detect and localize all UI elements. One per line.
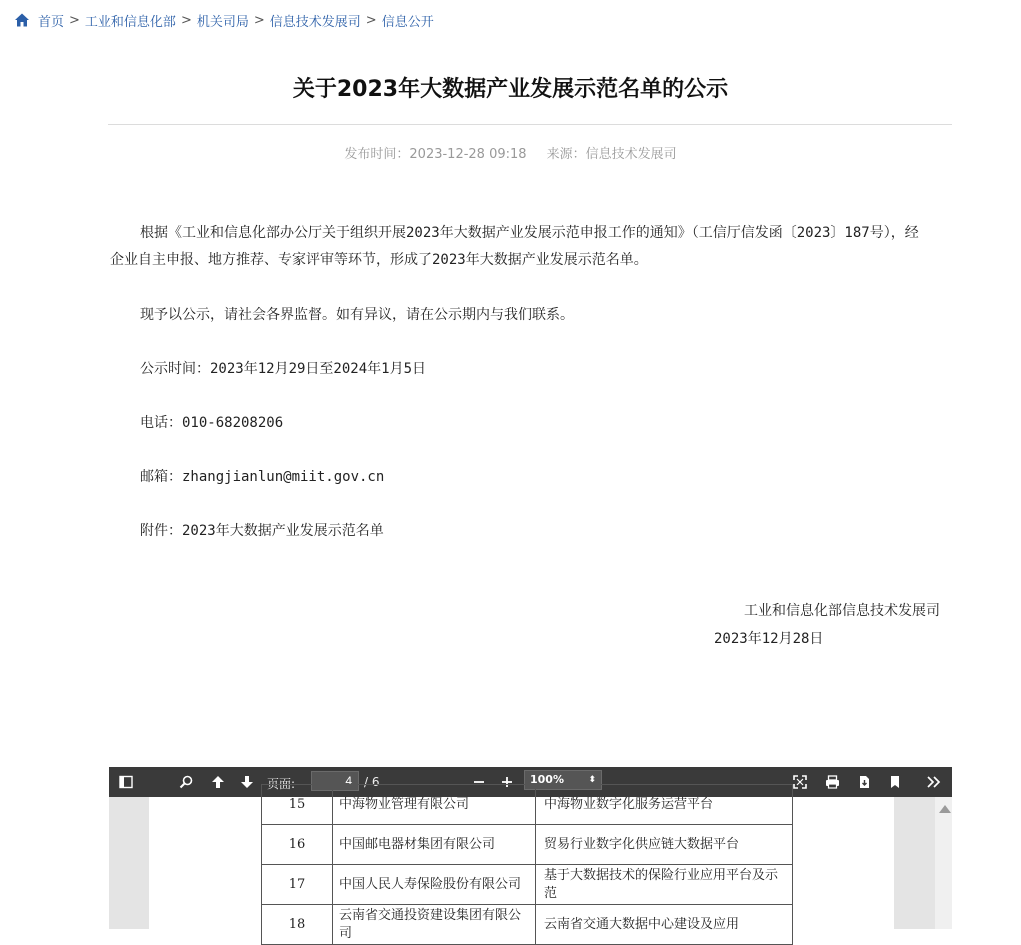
- article-paragraph-supervision: 现予以公示，请社会各界监督。如有异议，请在公示期内与我们联系。: [140, 307, 574, 323]
- row-number: 17: [262, 865, 333, 905]
- scroll-up-icon[interactable]: [939, 805, 951, 813]
- more-tools-icon[interactable]: [924, 772, 944, 792]
- company-name: 中国人民人寿保险股份有限公司: [333, 865, 536, 905]
- project-name: 中海物业数字化服务运营平台: [536, 785, 793, 825]
- contact-email: 邮箱：zhangjianlun@miit.gov.cn: [140, 469, 385, 485]
- breadcrumb-link-departments[interactable]: 机关司局: [196, 14, 249, 30]
- pdf-page: [149, 796, 894, 941]
- row-number: 16: [262, 825, 333, 865]
- article-paragraph-notice: 根据《工业和信息化部办公厅关于组织开展2023年大数据产业发展示范申报工作的通知》（工信厅信发函〔2023〕187号），经企业自主申报、地方推荐、专家评审等环节，形成了2023年大数据产业发展示范名单。: [110, 225, 919, 268]
- signature-date: 2023年12月28日: [714, 631, 824, 647]
- breadcrumb-separator: >: [365, 12, 377, 28]
- publicity-period: 公示时间：2023年12月29日至2024年1月5日: [140, 361, 427, 377]
- table-row: [262, 825, 793, 865]
- zoom-value: 100%: [530, 773, 564, 786]
- signature-org: 工业和信息化部信息技术发展司: [744, 603, 940, 619]
- row-number: 18: [262, 905, 333, 945]
- demo-list-table: [261, 784, 793, 945]
- chevron-updown-icon: ⬍: [588, 775, 596, 785]
- title-divider: [108, 124, 952, 125]
- project-name: 贸易行业数字化供应链大数据平台: [536, 825, 793, 865]
- article-meta: [0, 143, 1021, 162]
- breadcrumb-link-info-disclosure[interactable]: 信息公开: [381, 14, 434, 30]
- table-row: [262, 785, 793, 825]
- print-icon[interactable]: [822, 772, 842, 792]
- table-row: [262, 905, 793, 945]
- article-source: 来源：信息技术发展司: [546, 147, 677, 162]
- fullscreen-icon[interactable]: [790, 772, 810, 792]
- company-name: 云南省交通投资建设集团有限公司: [333, 905, 536, 945]
- breadcrumb-separator: >: [253, 12, 265, 28]
- home-icon[interactable]: [14, 12, 30, 28]
- next-page-icon[interactable]: [237, 772, 257, 792]
- breadcrumb-home-link[interactable]: 首页: [38, 14, 65, 30]
- pdf-viewer: [109, 767, 952, 941]
- sidebar-toggle-icon[interactable]: [116, 772, 136, 792]
- page-total: / 6: [364, 775, 380, 789]
- breadcrumb-separator: >: [69, 12, 80, 28]
- pdf-scrollbar[interactable]: [935, 797, 952, 929]
- company-name: 中海物业管理有限公司: [333, 785, 536, 825]
- company-name: 中国邮电器材集团有限公司: [333, 825, 536, 865]
- download-icon[interactable]: [854, 772, 874, 792]
- publish-time: 发布时间：2023-12-28 09:18: [344, 147, 527, 162]
- page-label: 页面:: [267, 777, 296, 791]
- search-icon[interactable]: [176, 772, 196, 792]
- row-number: 15: [262, 785, 333, 825]
- contact-phone: 电话：010-68208206: [140, 415, 284, 431]
- attachment-label: 附件：2023年大数据产业发展示范名单: [140, 523, 384, 539]
- project-name: 云南省交通大数据中心建设及应用: [536, 905, 793, 945]
- breadcrumb-link-it-department[interactable]: 信息技术发展司: [269, 14, 361, 30]
- table-row: [262, 865, 793, 905]
- bookmark-icon[interactable]: [885, 772, 905, 792]
- breadcrumb-link-miit[interactable]: 工业和信息化部: [84, 14, 176, 30]
- breadcrumb: [14, 10, 434, 30]
- page-title: 关于2023年大数据产业发展示范名单的公示: [292, 77, 729, 102]
- previous-page-icon[interactable]: [208, 772, 228, 792]
- breadcrumb-separator: >: [180, 12, 192, 28]
- project-name: 基于大数据技术的保险行业应用平台及示范: [536, 865, 793, 905]
